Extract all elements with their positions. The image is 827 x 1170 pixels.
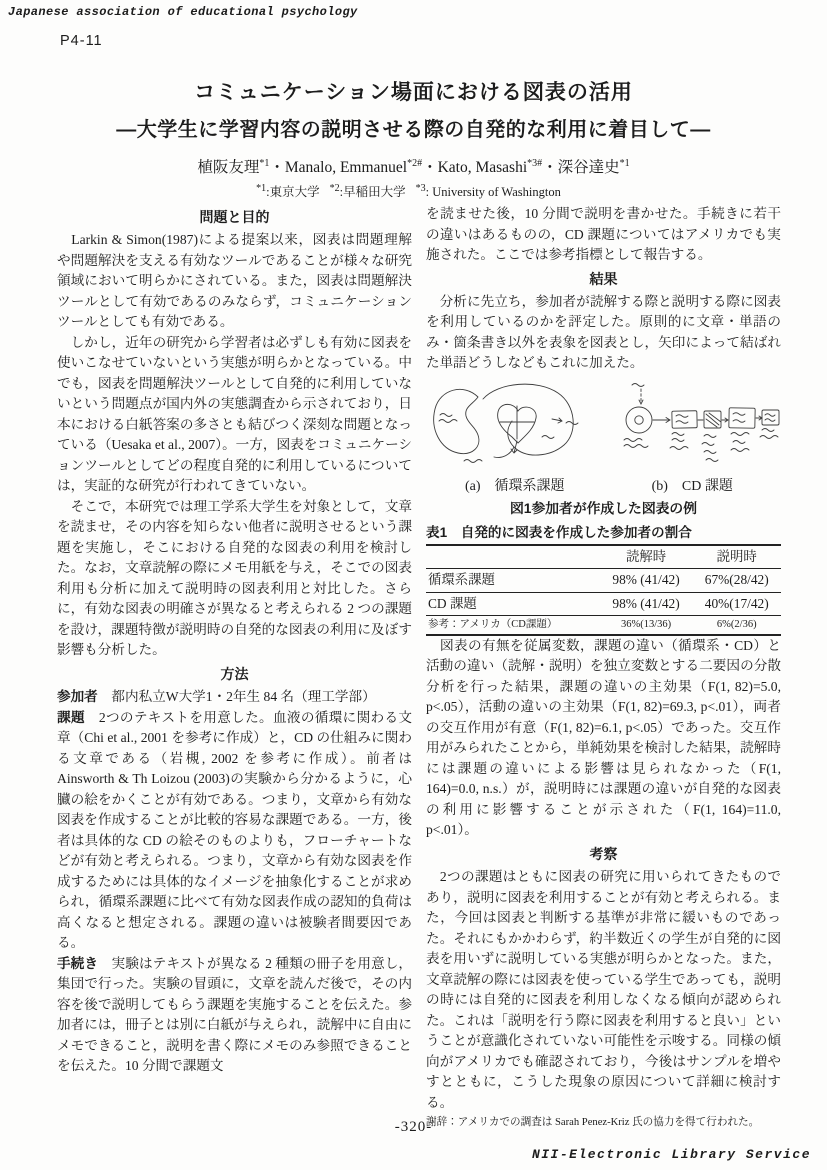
section-heading-results: 結果 — [589, 270, 618, 287]
participants-label: 参加者 — [57, 689, 98, 705]
table-header-row — [426, 545, 781, 569]
task-text: 2つのテキストを用意した。血液の循環に関わる文章（Chi et al., 2001 を参考に作成）と，CD の仕組みに関わる文章である（岩槻, 2002 を参考に作成）。前者は Ainsworth & Th Loizou (2003)の実験から分かるように，心臓の絵をかくことが有効である。つまり，文章から有効な図表を作成することが比較的容易な課題である。一方，後者は具体的な CD の絵そのものよりも，フローチャートなどが有効と考えられる。つまり，文章から有効な図表を作成するためには具体的なイメージを抽象化することが求められ，循環系課題に比べて有効な図表作成の認知的負荷は高くなると想定される。課題の違いは被験者間要因である。 — [57, 709, 413, 951]
right-column — [426, 204, 781, 1131]
author-name-4: ・深谷達史 — [542, 159, 620, 176]
paper-id: P4-11 — [60, 33, 103, 49]
intro-paragraph-2: しかし，近年の研究から学習者は必ずしも有効に図表を使いこなせていないという実態が明らかとなっている。中でも，図表を問題解決ツールとして自発的に利用していないという問題点が国内外の実態調査から示されており，日本における白紙答案の多さとも結びつく深刻な問題となっている（Uesaka et al., 2007）。一方，図表をコミュニケーションツールとしてどの程度自発的に利用しているについては，実証的な研究が行われてきていない。 — [57, 334, 412, 494]
figure-1 — [426, 379, 781, 520]
acknowledgment: 謝辞：アメリカでの調査は Sarah Penez-Kriz 氏の協力を得て行われた。 — [426, 1117, 760, 1129]
participants-text: 都内私立W大学1・2年生 84 名（理工学部） — [97, 689, 376, 705]
library-footer-text: NII-Electronic Library Service — [531, 1147, 811, 1162]
results-anova-paragraph: 図表の有無を従属変数，課題の違い（循環系・CD）と活動の違い（読解・説明）を独立変数とする二要因の分散分析を行った結果，課題の違いの主効果（F(1, 82)=5.0, p<.05），活動の違いの主効果（F(1, 82)=69.3, p<.01），両者の交互作用が有意（F(1, 82)=6.1, p<.05）であった。交互作用がみられたことから，単純効果を検討した結果，読解時には課題の違いによる影響は見られなかった（F(1, 164)=0.0, n.s.）が，説明時には課題の違いが自発的な図表の利用に影響することが示された（F(1, 164)=11.0, p<.01）。 — [426, 637, 781, 838]
left-column — [57, 204, 412, 1131]
table-header-explaining: 説明時 — [692, 545, 781, 569]
section-heading-problem: 問題と目的 — [199, 209, 270, 225]
row-circulatory-reading: 98% (41/42) — [600, 569, 693, 592]
affiliation-sup-1: *1 — [256, 182, 267, 194]
author-name-1: 植阪友理 — [197, 159, 260, 176]
procedure-label: 手続き — [57, 955, 98, 971]
section-heading-discussion: 考察 — [589, 845, 618, 862]
affiliation-2 — [329, 182, 406, 199]
procedure-paragraph — [57, 954, 412, 1077]
table-header-empty — [426, 545, 600, 569]
affiliation-text-3: : University of Washington — [425, 185, 561, 199]
figure-a-sketch — [434, 384, 578, 462]
affiliation-text-2: :早稲田大学 — [339, 185, 406, 199]
author-line — [0, 155, 827, 177]
results-paragraph-1: 分析に先立ち，参加者が読解する際と説明する際に図表を利用しているのかを評定した。原則的に文章・単語のみ・箇条書き以外を表象を図表とし，矢印によって結ばれた単語どうしなどもこれに加えた。 — [426, 293, 781, 371]
note-row-label: 参考：アメリカ（CD課題） — [426, 615, 600, 634]
task-paragraph — [57, 708, 412, 954]
table-note-row — [426, 615, 781, 634]
row-cd-reading: 98% (41/42) — [600, 592, 693, 615]
table-row — [426, 569, 781, 592]
note-row-reading: 36%(13/36) — [600, 615, 693, 634]
page-number: -320- — [394, 1119, 433, 1135]
library-header-text: Japanese association of educational psychology — [8, 5, 358, 19]
author-name-3: ・Kato, Masashi — [422, 159, 528, 176]
procedure-text: 実験はテキストが異なる 2 種類の冊子を用意し，集団で行った。実験の冒頭に，文章を読んだ後で，その内容を後で説明してもらう課題を実施することを伝えた。参加者には，冊子とは別に白紙が与えられ，読解中に自由にメモできること，説明を書く際にメモのみ参照できることを伝えた。10 分間で課題文 — [57, 955, 412, 1074]
discussion-paragraph: 2つの課題はともに図表の研究に用いられてきたものであり，説明に図表を利用することが有効と考えられる。また，今回は図表と判断する基準が非常に緩いものであった。それにもかかわらず，約半数近くの学生が自発的に図表を用いずに説明している実態が明らかとなった。また，文章読解の際には図表を使っている学生であっても，説明の時には自発的に図表を利用しなくなる傾向が認められた。これは「説明を行う際に図表を利用すると良い」ということが意識化されていない可能性を示唆する。同様の傾向がアメリカでも確認されており，今後はサンプルを増やすとともに，こうした現象の原因について詳細に検討する。 — [426, 869, 781, 1110]
figure-sublabels — [426, 476, 781, 497]
figure-label-b: (b) CD 課題 — [651, 478, 733, 494]
table-1-title: 表1 自発的に図表を作成した参加者の割合 — [426, 524, 692, 540]
paper-subtitle: ―大学生に学習内容の説明させる際の自発的な利用に着目して― — [116, 119, 711, 141]
title-block — [0, 0, 827, 200]
table-header-reading: 読解時 — [600, 545, 693, 569]
author-sup-2: *2# — [407, 157, 423, 169]
two-column-body — [57, 204, 781, 1131]
affiliation-sup-3: *3 — [415, 182, 426, 194]
participants-paragraph — [57, 687, 412, 708]
affiliation-sup-2: *2 — [329, 182, 340, 194]
note-row-explaining: 6%(2/36) — [692, 615, 781, 634]
affiliation-line — [0, 182, 827, 200]
author-sup-4: *1 — [619, 157, 630, 169]
figure-1-image — [426, 379, 781, 475]
row-label-cd: CD 課題 — [426, 592, 600, 615]
intro-paragraph-3: そこで，本研究では理工学系大学生を対象として，文章を読ませ，その内容を知らない他者に説明させるという課題を実施し，そこにおける自発的な図表の利用を検討した。なお，文章読解の際にメモ用紙を与え，そこでの図表利用も分析に加えて説明時の図表利用と対比した。さらに，有効な図表の明確さが異なると考えられる 2 つの課題を設け，課題特徴が説明時の自発的な図表の利用に及ぼす影響も分析した。 — [57, 498, 412, 658]
procedure-continuation-paragraph: を読ませた後，10 分間で説明を書かせた。手続きに若干の違いはあるものの，CD 課題についてはアメリカでも実施された。ここでは参考指標として報告する。 — [426, 206, 781, 263]
table-1 — [426, 544, 781, 636]
task-label: 課題 — [57, 709, 85, 725]
row-cd-explaining: 40%(17/42) — [692, 592, 781, 615]
affiliation-1 — [256, 182, 320, 199]
figure-caption: 図1参加者が作成した図表の例 — [509, 500, 698, 516]
row-circulatory-explaining: 67%(28/42) — [692, 569, 781, 592]
row-label-circulatory: 循環系課題 — [426, 569, 600, 592]
figure-label-a: (a) 循環系課題 — [464, 478, 565, 494]
affiliation-3 — [415, 182, 561, 199]
intro-paragraph-1: Larkin & Simon(1987)による提案以来，図表は問題理解や問題解決を支える有効なツールであることが様々な研究領域において明らかにされている。また，図表は問題解決ツールとして有効であるのみならず，コミュニケーションツールとしても有効である。 — [57, 232, 412, 330]
paper-title: コミュニケーション場面における図表の活用 — [194, 81, 633, 104]
figure-b-sketch — [624, 383, 779, 461]
author-sup-3: *3# — [527, 157, 543, 169]
author-name-2: ・Manalo, Emmanuel — [269, 159, 408, 176]
table-row — [426, 592, 781, 615]
section-heading-method: 方法 — [220, 665, 249, 682]
author-sup-1: *1 — [259, 157, 270, 169]
affiliation-text-1: :東京大学 — [266, 185, 320, 199]
